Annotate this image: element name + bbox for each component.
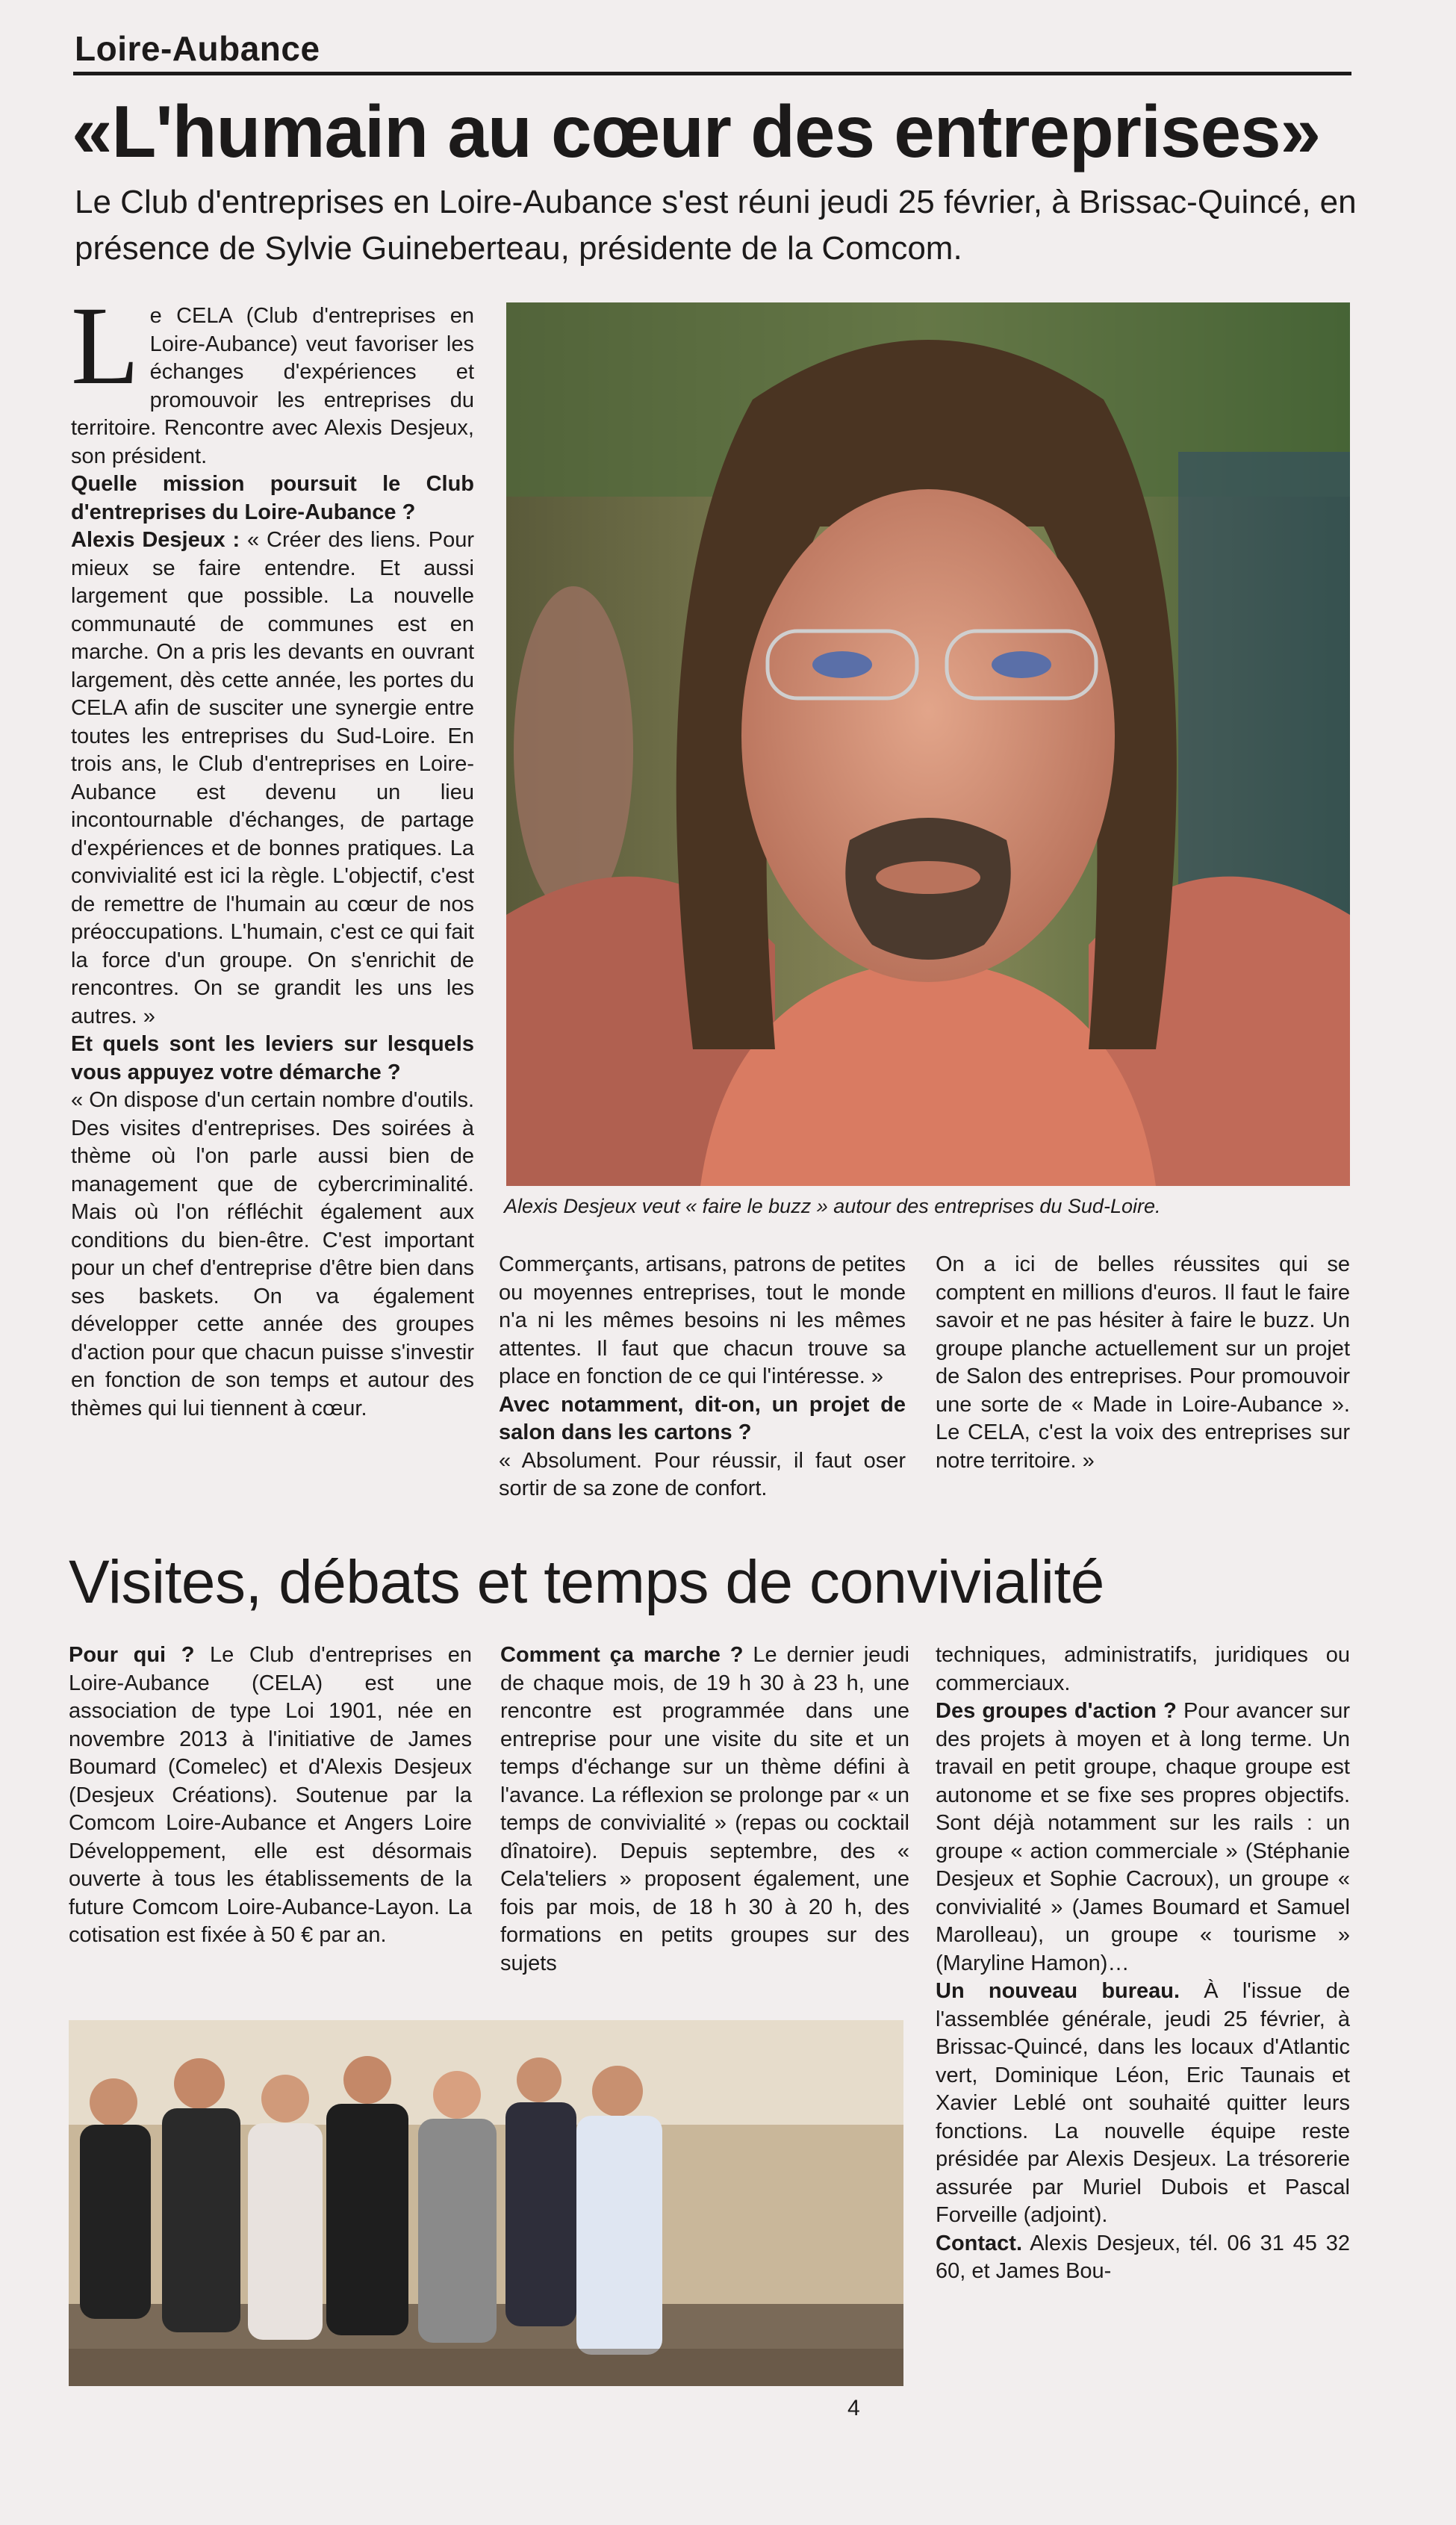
section-rule xyxy=(73,72,1351,75)
speaker-label: Alexis Desjeux : xyxy=(71,528,240,552)
interview-column-3 xyxy=(936,1251,1350,1475)
contact-text: Alexis Desjeux, tél. 06 31 45 32 60, et James Bou- xyxy=(936,2231,1350,2283)
info-column-2 xyxy=(500,1642,909,1978)
portrait-photo xyxy=(506,302,1350,1186)
bureau-label: Un nouveau bureau. xyxy=(936,1979,1180,2003)
answer-2-part-1: « On dispose d'un certain nombre d'outils. Des visites d'entreprises. Des soirées à thème où l'on parle aussi bien de management que de cybercriminalité. Mais où l'on réfléchit également aux conditions du bien-être. C'est important pour un chef d'entreprise d'être bien dans ses baskets. On va également développer cette année des groupes d'action pour que chacun puisse s'investir en fonction de son temps et autour des thèmes qui lui tiennent à cœur. xyxy=(71,1088,474,1420)
pour-qui-text: Le Club d'entreprises en Loire-Aubance (CELA) est une association de type Loi 1901, née en novembre 2013 à l'initiative de James Boumard (Comelec) et d'Alexis Desjeux (Desjeux Créations). Soutenue par la Comcom Loire-Aubance et Angers Loire Développement, elle est désormais ouverte à tous les établissements de la future Comcom Loire-Aubance-Layon. La cotisation est fixée à 50 € par an. xyxy=(69,1643,473,1947)
drop-cap: L xyxy=(71,284,140,408)
answer-3-part-2: On a ici de belles réussites qui se comptent en millions d'euros. Il faut le faire savoir et ne pas hésiter à faire le buzz. Un groupe planche actuellement sur un projet de Salon des entreprises. Pour promouvoir une sorte de « Made in Loire-Aubance ». Le CELA, c'est la voix des entreprises sur notre territoire. » xyxy=(936,1252,1350,1473)
question-3: Avec notamment, dit-on, un projet de salon dans les cartons ? xyxy=(499,1392,906,1444)
answer-3-part-1: « Absolument. Pour réussir, il faut oser sortir de sa zone de confort. xyxy=(499,1448,906,1500)
interview-column-2 xyxy=(499,1251,906,1503)
deck: Le Club d'entreprises en Loire-Aubance s'est réuni jeudi 25 février, à Brissac-Quincé, en présence de Sylvie Guineberteau, présidente de la Comcom. xyxy=(75,184,1357,267)
photo-caption: Alexis Desjeux veut « faire le buzz » autour des entreprises du Sud-Loire. xyxy=(504,1195,1161,1217)
comment-text-continued: techniques, administratifs, juridiques ou commerciaux. xyxy=(936,1643,1350,1695)
page-number: 4 xyxy=(847,2396,860,2420)
contact-label: Contact. xyxy=(936,2231,1022,2255)
interview-column-1 xyxy=(71,284,474,1423)
intro-text: e CELA (Club d'entreprises en Loire-Aubance) veut favoriser les échanges d'expériences et promouvoir les entreprises du territoire. Rencontre avec Alexis Desjeux, son président. xyxy=(71,304,474,468)
answer-1: « Créer des liens. Pour mieux se faire entendre. Et aussi largement que possible. La nouvelle communauté de communes est en marche. On a pris les devants en ouvrant largement, dès cette année, les portes du CELA afin de susciter une synergie entre toutes les entreprises du Sud-Loire. En trois ans, le Club d'entreprises en Loire-Aubance est devenu un lieu incontournable d'échanges, de partage d'expériences et de bonnes pratiques. La convivialité est ici la règle. L'objectif, c'est de remettre de l'humain au cœur de nos préoccupations. L'humain, c'est ce qui fait la force d'un groupe. On s'enrichit de rencontres. On se grandit les uns les autres. » xyxy=(71,528,474,1028)
pour-qui-label: Pour qui ? xyxy=(69,1643,195,1667)
comment-label: Comment ça marche ? xyxy=(500,1643,744,1667)
headline: «L'humain au cœur des entreprises» xyxy=(72,90,1321,173)
section-label: Loire-Aubance xyxy=(75,29,320,68)
bureau-text: À l'issue de l'assemblée générale, jeudi 25 février, à Brissac-Quincé, dans les locaux d'Atlantic vert, Dominique Léon, Eric Taunais et Xavier Leblé ont souhaité quitter leurs fonctions. La nouvelle équipe reste présidée par Alexis Desjeux. La trésorerie assurée par Muriel Dubois et Pascal Forveille (adjoint). xyxy=(936,1979,1350,2227)
question-2: Et quels sont les leviers sur lesquels vous appuyez votre démarche ? xyxy=(71,1032,474,1084)
comment-text: Le dernier jeudi de chaque mois, de 19 h 30 à 23 h, une rencontre est programmée dans une entreprise pour une visite du site et un temps d'échange sur un thème défini à l'avance. La réflexion se prolonge par « un temps de convivialité » (repas ou cocktail dînatoire). Depuis septembre, des « Cela'teliers » proposent également, une fois par mois, de 18 h 30 à 20 h, des formations en petits groupes sur des sujets xyxy=(500,1643,909,1975)
answer-2-part-2: Commerçants, artisans, patrons de petites ou moyennes entreprises, tout le monde n'a ni les mêmes besoins ni les mêmes attentes. Il faut que chacun trouve sa place en fonction de ce qui l'intéresse. » xyxy=(499,1252,906,1388)
groupes-text: Pour avancer sur des projets à moyen et à long terme. Un travail en petit groupe, chaque groupe est autonome et se fixe ses propres objectifs. Sont déjà notamment sur les rails : un groupe « action commerciale » (Stéphanie Desjeux et Sophie Cacroux), un groupe « convivialité » (James Boumard et Samuel Marolleau), un groupe « tourisme » (Maryline Hamon)… xyxy=(936,1699,1351,1975)
subhead: Visites, débats et temps de convivialité xyxy=(69,1548,1104,1616)
group-photo xyxy=(69,2020,903,2386)
info-column-1 xyxy=(69,1642,472,1950)
groupes-label: Des groupes d'action ? xyxy=(936,1699,1177,1723)
question-1: Quelle mission poursuit le Club d'entreprises du Loire-Aubance ? xyxy=(71,472,474,524)
info-column-3 xyxy=(936,1642,1350,2286)
